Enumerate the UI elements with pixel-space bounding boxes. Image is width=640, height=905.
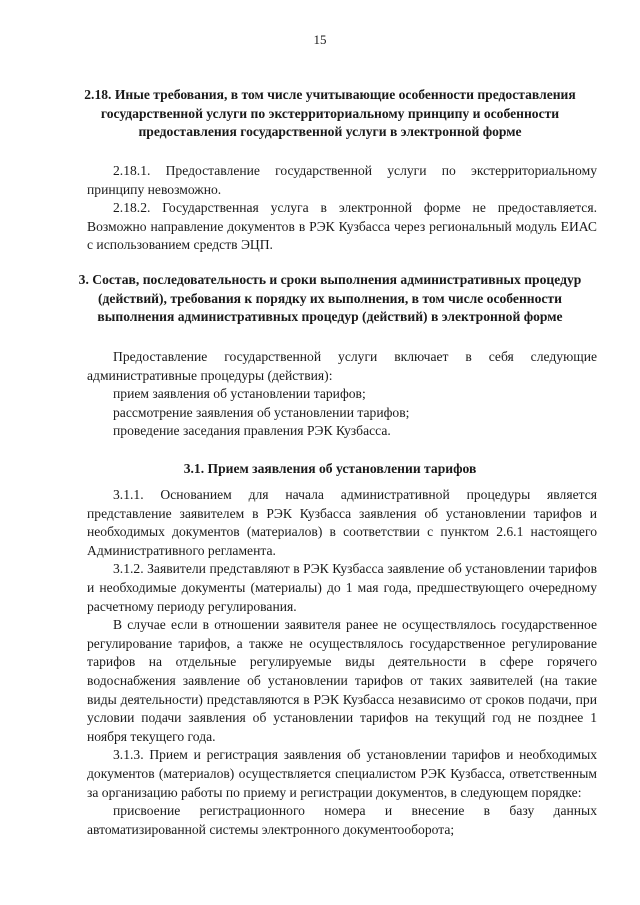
paragraph-3-1-3-step: присвоение регистрационного номера и внесение в базу данных автоматизированной системы электронного документооборота; [87,803,597,837]
section-3-body [87,348,597,441]
list-item: проведение заседания правления РЭК Кузбасса. [113,423,391,439]
paragraph-2-18-1: 2.18.1. Предоставление государственной услуги по экстерриториальному принципу невозможно. [87,163,597,197]
section-3-1-title: 3.1. Прием заявления об установлении тарифов [183,461,477,476]
section-3-1-body [87,486,597,839]
paragraph-3-1-3: 3.1.3. Прием и регистрация заявления об установлении тарифов и необходимых документов (материалов) осуществляется специалистом РЭК Кузбасса, ответственным за организацию работы по приему и регистрации документов, в следующем порядке: [87,747,597,800]
section-2-18-title: 2.18. Иные требования, в том числе учитывающие особенности предоставления государственной услуги по экстерриториальному принципу и особенности предоставления государственной услуги в электронной форме [84,87,576,139]
paragraph-3-1-1: 3.1.1. Основанием для начала административной процедуры является представление заявителем в РЭК Кузбасса заявления об установлении тарифов и необходимых документов (материалов) в соответствии с пунктом 2.6.1 настоящего Административного регламента. [87,487,597,558]
section-3-title: 3. Состав, последовательность и сроки выполнения административных процедур (действий), требования к порядку их выполнения, в том числе особенности выполнения административных процедур (действий) в электронной форме [78,272,582,324]
paragraph-2-18-2: 2.18.2. Государственная услуга в электронной форме не предоставляется. Возможно направление документов в РЭК Кузбасса через региональный модуль ЕИАС с использованием средств ЭЦП. [87,200,597,253]
list-item: прием заявления об установлении тарифов; [113,386,366,402]
section-2-18-body [87,162,597,255]
section-3-intro: Предоставление государственной услуги включает в себя следующие административные процедуры (действия): [87,349,597,383]
paragraph-3-1-2: 3.1.2. Заявители представляют в РЭК Кузбасса заявление об установлении тарифов и необходимые документы (материалы) до 1 мая года, предшествующего очередному расчетному периоду регулирования. [87,561,597,614]
page-number: 15 [313,32,327,47]
list-item: рассмотрение заявления об установлении тарифов; [113,404,410,420]
paragraph-3-1-2-case: В случае если в отношении заявителя ранее не осуществлялось государственное регулирование тарифов, а также не осуществлялось государственное регулирование тарифов на отдельные регулируемые виды деятельности в сфере горячего водоснабжения заявление об установлении тарифов от таких заявителей (на такие виды деятельности) представляются в РЭК Кузбасса независимо от сроков подачи, при условии подачи заявления об установлении тарифов на текущий год не позднее 1 ноября текущего года. [87,617,597,744]
